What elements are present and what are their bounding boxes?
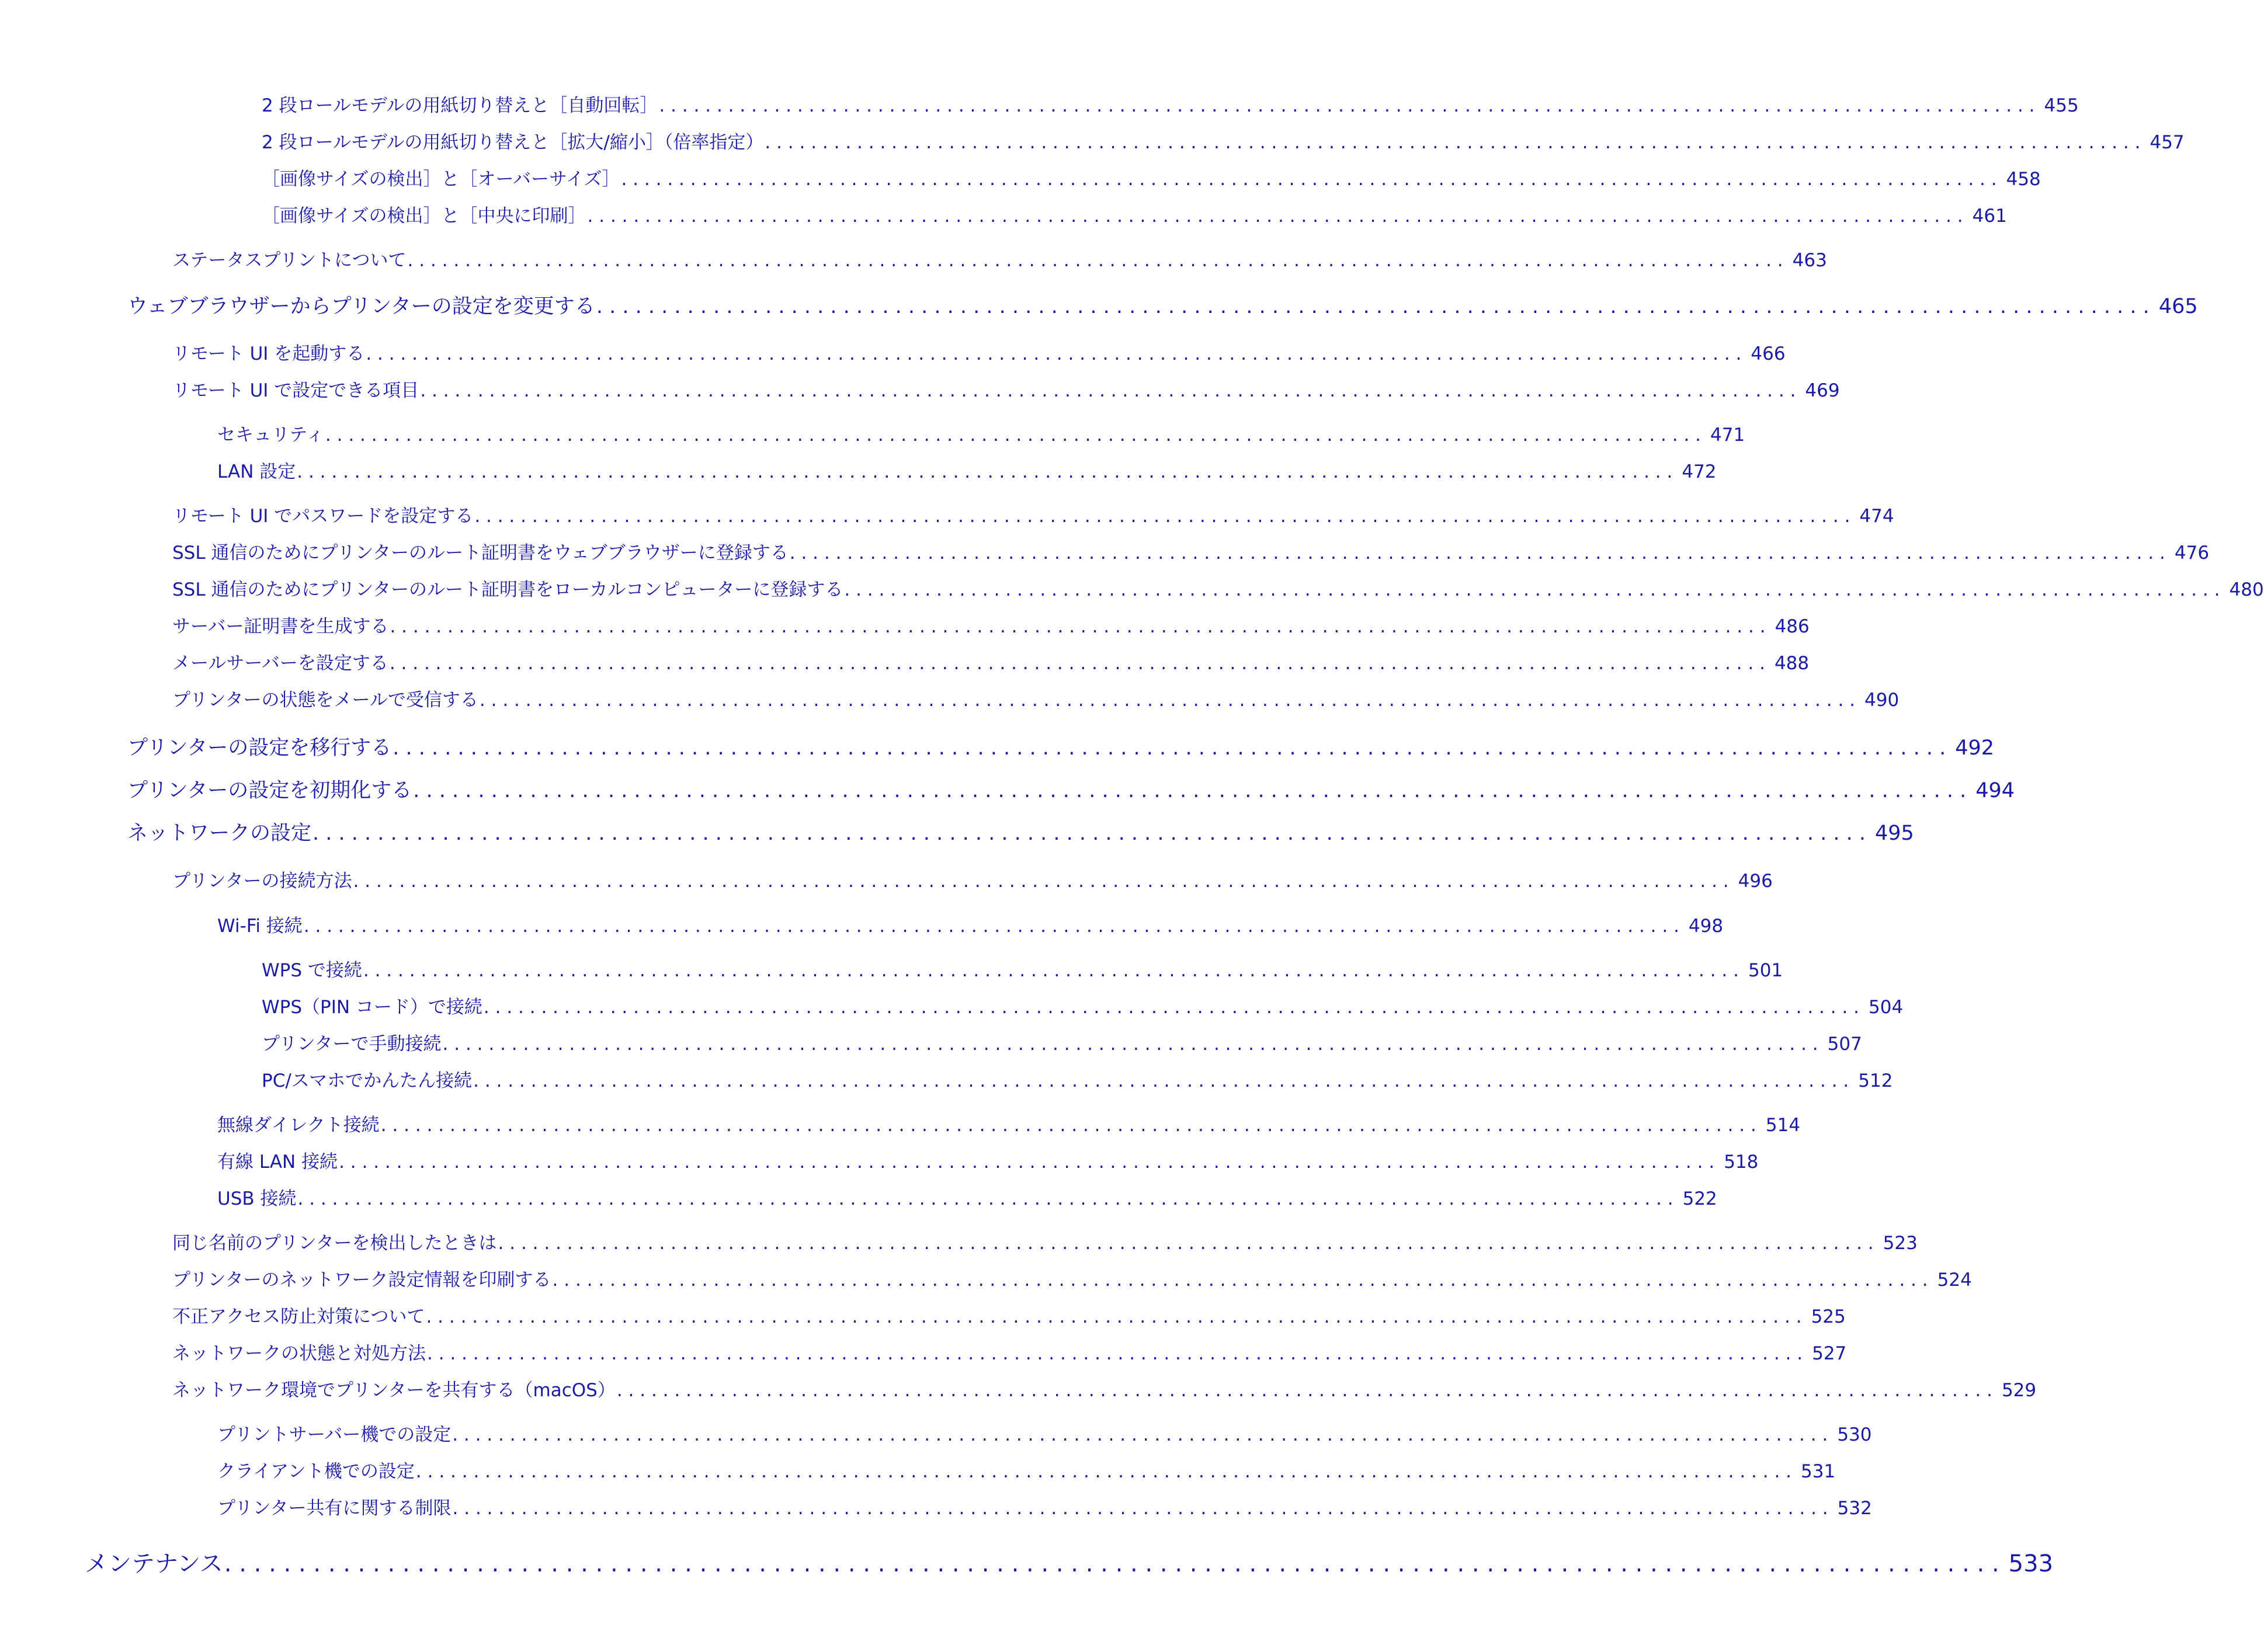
dot-leader: . . . . . . . . . . . . . . . . . . . . . . . . . . . . . . . . . . . . . . . . . . . . . . . . . . . . . . . . . . . . . . . . . . . . . . . . . . . . . . . . . . . . . . . . . . . . . . . . . . . . . . . . . . . . . . . . . . . . . . . .	[366, 343, 1742, 364]
toc-entry-title: クライアント機での設定	[217, 1461, 415, 1482]
dot-leader: . . . . . . . . . . . . . . . . . . . . . . . . . . . . . . . . . . . . . . . . . . . . . . . . . . . . . . . . . . . . . . . . . . . . . . . . . . . . . . . . . . . . . . . . . . . . . . . . . . . . . . . . . . . . . . . . . . . . . . . .	[407, 250, 1783, 271]
dot-leader: . . . . . . . . . . . . . . . . . . . . . . . . . . . . . . . . . . . . . . . . . . . . . . . . . . . . . . . . . . . . . . . . . . . . . . . . . . . . . . . . . . . . . . . . . . . . . . . . . . . . . . . . . . . . . . . . . . . . . . . .	[393, 736, 1946, 760]
dot-leader: . . . . . . . . . . . . . . . . . . . . . . . . . . . . . . . . . . . . . . . . . . . . . . . . . . . . . . . . . . . . . . . . . . . . . . . . . . . . . . . . . . . . . . . . . . . . . . . . . . . . . . . . . . . . . . . . . . . . . . . .	[483, 997, 1860, 1018]
dot-leader: . . . . . . . . . . . . . . . . . . . . . . . . . . . . . . . . . . . . . . . . . . . . . . . . . . . . . . . . . . . . . . . . . . . . . . . . . . . . . . . . . . . . . . . . . . . . . . . . . . . . . . . . . . . . . . . . . . . . . . . .	[789, 542, 2165, 564]
toc-entry-title: ［画像サイズの検出］と［中央に印刷］	[262, 206, 586, 227]
dot-leader: . . . . . . . . . . . . . . . . . . . . . . . . . . . . . . . . . . . . . . . . . . . . . . . . . . . . . . . . . . . . . . . . . . . . . . . . . . . . . . . . . . . . . . . . . . . . . . . . . . . . . . . . . . . . . . . . . . . . . . . .	[297, 1188, 1673, 1209]
toc-entry-page-number: 529	[2001, 1380, 2037, 1401]
toc-entry-title: メンテナンス	[85, 1550, 223, 1577]
toc-entry[interactable]	[262, 955, 1783, 982]
dot-leader: . . . . . . . . . . . . . . . . . . . . . . . . . . . . . . . . . . . . . . . . . . . . . . . . . . . . . . . . . . . . . . . . . . . . . . . . . . . . . . . . . . . . . . . . . . . . . . . . . . . . . . . . . . . . . . . . . . . . . . . .	[389, 653, 1765, 674]
toc-entry[interactable]	[262, 992, 1904, 1018]
toc-entry[interactable]	[217, 1110, 1801, 1136]
toc-entry-title: WPS（PIN コード）で接続	[262, 997, 482, 1018]
toc-entry-title: プリンター共有に関する制限	[217, 1498, 452, 1519]
toc-entry-title: SSL 通信のためにプリンターのルート証明書をウェブブラウザーに登録する	[172, 542, 789, 564]
toc-entry[interactable]	[172, 375, 1840, 402]
toc-entry-page-number: 498	[1688, 916, 1724, 937]
toc-entry-page-number: 486	[1775, 616, 1810, 637]
toc-entry-title: 不正アクセス防止対策について	[172, 1306, 425, 1327]
toc-entry[interactable]	[85, 1545, 2054, 1578]
dot-leader: . . . . . . . . . . . . . . . . . . . . . . . . . . . . . . . . . . . . . . . . . . . . . . . . . . . . . . . . . . . . . . . . . . . . . . . . . . . . . . . . . . . . . . . . . . . . . . . . . . . . . . . . . . . . . . . . . . . . . . . .	[363, 960, 1739, 981]
toc-entry-page-number: 507	[1827, 1034, 1862, 1055]
toc-entry-page-number: 527	[1812, 1343, 1847, 1364]
dot-leader: . . . . . . . . . . . . . . . . . . . . . . . . . . . . . . . . . . . . . . . . . . . . . . . . . . . . . . . . . . . . . . . . . . . . . . . . . . . . . . . . . . . . . . . . . . . . . . . . . . . . . . . . . . . . . . . . . . . . . . . .	[339, 1152, 1715, 1173]
toc-entry[interactable]	[172, 866, 1773, 892]
toc-entry-title: ネットワークの設定	[127, 822, 312, 845]
dot-leader: . . . . . . . . . . . . . . . . . . . . . . . . . . . . . . . . . . . . . . . . . . . . . . . . . . . . . . . . . . . . . . . . . . . . . . . . . . . . . . . . . . . . . . . . . . . . . . . . . . . . . . . . . . . . . . . . . . . . . . . .	[297, 461, 1673, 482]
toc-entry[interactable]	[217, 1456, 1836, 1483]
toc-entry[interactable]	[127, 732, 1995, 761]
toc-entry-page-number: 514	[1765, 1115, 1801, 1136]
toc-entry-title: Wi-Fi 接続	[217, 916, 303, 937]
toc-entry[interactable]	[172, 1265, 1972, 1291]
toc-entry-page-number: 476	[2174, 542, 2210, 564]
toc-entry-title: 同じ名前のプリンターを検出したときは	[172, 1233, 497, 1254]
toc-entry[interactable]	[172, 501, 1894, 527]
dot-leader: . . . . . . . . . . . . . . . . . . . . . . . . . . . . . . . . . . . . . . . . . . . . . . . . . . . . . . . . . . . . . . . . . . . . . . . . . . . . . . . . . . . . . . . . . . . . . . . . . . . . . . . . . . . . . . . . . . . . . . . .	[380, 1115, 1756, 1136]
toc-entry-page-number: 501	[1748, 960, 1783, 981]
dot-leader: . . . . . . . . . . . . . . . . . . . . . . . . . . . . . . . . . . . . . . . . . . . . . . . . . . . . . . . . . . . . . . . . . . . . . . . . . . . . . . . . . . . . . . . . . . . . . . . . . . . . . . . . . . . . . . . . . . . . . . . .	[390, 616, 1766, 637]
toc-entry[interactable]	[217, 457, 1717, 483]
toc-entry-title: サーバー証明書を生成する	[172, 616, 389, 637]
toc-entry-page-number: 465	[2158, 295, 2198, 318]
toc-entry[interactable]	[217, 1184, 1717, 1210]
toc-entry[interactable]	[262, 127, 2185, 154]
toc-entry[interactable]	[172, 648, 1810, 674]
toc-entry-title: プリンターの設定を初期化する	[127, 779, 412, 802]
toc-entry-page-number: 531	[1801, 1461, 1836, 1482]
toc-entry-title: ウェブブラウザーからプリンターの設定を変更する	[127, 295, 595, 318]
toc-entry-title: プリントサーバー機での設定	[217, 1424, 452, 1445]
toc-entry-page-number: 523	[1883, 1233, 1918, 1254]
toc-entry[interactable]	[172, 611, 1810, 638]
toc-entry[interactable]	[172, 339, 1786, 365]
dot-leader: . . . . . . . . . . . . . . . . . . . . . . . . . . . . . . . . . . . . . . . . . . . . . . . . . . . . . . . . . . . . . . . . . . . . . . . . . . . . . . . . . . . . . . . . . . . . . . . . . . . . . . . . . . . . . . . . . . . . . . . .	[621, 169, 1997, 190]
toc-entry-title: 2 段ロールモデルの用紙切り替えと［拡大/縮小］（倍率指定）	[262, 132, 764, 153]
toc-entry-page-number: 472	[1682, 461, 1717, 482]
dot-leader: . . . . . . . . . . . . . . . . . . . . . . . . . . . . . . . . . . . . . . . . . . . . . . . . . . . . . . . . . . . . . . . . . . . . . . . . . . . . . . . . . . . . . . . . . . . . . . . . . . . . . . . . . . . . . . . . . . . . . . . .	[498, 1233, 1874, 1254]
toc-entry[interactable]	[217, 911, 1724, 937]
toc-entry-title: WPS で接続	[262, 960, 362, 981]
dot-leader: . . . . . . . . . . . . . . . . . . . . . . . . . . . . . . . . . . . . . . . . . . . . . . . . . . . . . . . . . . . . . . . . . . . . . . . . . . . . . . . . . . . . . . . . . . . . . . . . . . . . . . . . . . . . . . . . . . . . . . . .	[659, 95, 2035, 116]
toc-entry[interactable]	[262, 1066, 1893, 1092]
toc-entry-title: SSL 通信のためにプリンターのルート証明書をローカルコンピューターに登録する	[172, 579, 843, 600]
toc-entry-title: LAN 設定	[217, 461, 296, 482]
toc-entry-title: ネットワークの状態と対処方法	[172, 1343, 426, 1364]
toc-entry-title: リモート UI を起動する	[172, 343, 365, 364]
toc-entry-page-number: 518	[1724, 1152, 1759, 1173]
dot-leader: . . . . . . . . . . . . . . . . . . . . . . . . . . . . . . . . . . . . . . . . . . . . . . . . . . . . . . . . . . . . . . . . . . . . . . . . . . . . . . . . . . . . . . . . . . . . . . . . . . . . . . . . . . . . . . . . . . . . . . . .	[452, 1424, 1828, 1445]
dot-leader: . . . . . . . . . . . . . . . . . . . . . . . . . . . . . . . . . . . . . . . . . . . . . . . . . . . . . . . . . . . . . . . . . . . . . . . . . . . . . . . . . . . . . . . . . . . . . . . . . . . . . . . . . . . . . . . . . . . . . . . .	[312, 822, 1866, 845]
toc-entry-page-number: 512	[1858, 1070, 1893, 1091]
toc-entry-title: プリンターの接続方法	[172, 871, 352, 892]
toc-entry[interactable]	[172, 1302, 1846, 1328]
toc-entry[interactable]	[262, 91, 2079, 117]
toc-entry-title: プリンターの状態をメールで受信する	[172, 690, 478, 711]
toc-entry[interactable]	[217, 420, 1745, 446]
dot-leader: . . . . . . . . . . . . . . . . . . . . . . . . . . . . . . . . . . . . . . . . . . . . . . . . . . . . . . . . . . . . . . . . . . . . . . . . . . . . . . . . . . . . . . . . . . . . . . . . . . . . . . . . . . . . . . . . . . . . . . . .	[426, 1306, 1802, 1327]
toc-entry-title: プリンターの設定を移行する	[127, 736, 392, 760]
toc-entry[interactable]	[127, 817, 1914, 846]
toc-entry-page-number: 494	[1975, 779, 2015, 802]
toc-entry-page-number: 474	[1859, 506, 1894, 527]
toc-entry-page-number: 480	[2229, 579, 2264, 600]
dot-leader: . . . . . . . . . . . . . . . . . . . . . . . . . . . . . . . . . . . . . . . . . . . . . . . . . . . . . . . . . . . . . . . . . . . . . . . . . . . . . . . . . . . . . . . . . . . . . . . . . . . . . . . . . . . . . . . . . . . . . . . .	[474, 506, 1850, 527]
dot-leader: . . . . . . . . . . . . . . . . . . . . . . . . . . . . . . . . . . . . . . . . . . . . . . . . . . . . . . . . . . . . . . . . . . . . . . . . . . . . . . . . . . . . . . . . . . . . . . . . . . . . . . . . . . . . . . . . . . . . . . . .	[452, 1498, 1828, 1519]
toc-entry-page-number: 457	[2150, 132, 2185, 153]
dot-leader: . . . . . . . . . . . . . . . . . . . . . . . . . . . . . . . . . . . . . . . . . . . . . . . . . . . . . . . . . . . . . . . . . . . . . . . . . . . . . . . . . . . . . . . . . . . . . . . . . . . . . . . . . . . . . . . . . . . . . . . .	[420, 380, 1796, 401]
toc-entry[interactable]	[262, 1029, 1862, 1055]
dot-leader: . . . . . . . . . . . . . . . . . . . . . . . . . . . . . . . . . . . . . . . . . . . . . . . . . . . . . . . . . . . . . . . . . . . . . . . . . . . . . . . . . . . . . . . . . . . . . . . . . . . . . . . . . . . . . . . . . . . . . . . .	[596, 295, 2150, 318]
toc-entry-page-number: 532	[1837, 1498, 1872, 1519]
toc-entry-title: 2 段ロールモデルの用紙切り替えと［自動回転］	[262, 95, 658, 116]
dot-leader: . . . . . . . . . . . . . . . . . . . . . . . . . . . . . . . . . . . . . . . . . . . . . . . . . . . . . . . . . . . . . . . . . . . . . . . . . . . . . . . . . . . . . . . . . . . . . . . . . . . . . . . . . . . . . . . . . . . . . . . .	[353, 871, 1729, 892]
toc-entry-page-number: 533	[2008, 1550, 2054, 1577]
toc-entry-title: ［画像サイズの検出］と［オーバーサイズ］	[262, 169, 620, 190]
toc-entry-title: リモート UI でパスワードを設定する	[172, 506, 474, 527]
toc-entry-title: ステータスプリントについて	[172, 250, 407, 271]
dot-leader: . . . . . . . . . . . . . . . . . . . . . . . . . . . . . . . . . . . . . . . . . . . . . . . . . . . . . . . . . . . . . . . . . . . . . . . . . . . . . . . . . . . . . . . . . . . . . . . . . . . . . . . . . . . . . . . . . . . . . . . .	[765, 132, 2141, 153]
dot-leader: . . . . . . . . . . . . . . . . . . . . . . . . . . . . . . . . . . . . . . . . . . . . . . . . . . . . . . . . . . . . . . . . . . . . . . . . . . . . . . . . . . . . . . . . . . . . . . . . . . . . . . . . . . . . . . . . . . . . . . . .	[303, 916, 1679, 937]
toc-entry-page-number: 504	[1869, 997, 1904, 1018]
toc-entry-page-number: 492	[1955, 736, 1995, 760]
toc-entry[interactable]	[172, 1375, 2037, 1401]
toc-entry-title: プリンターのネットワーク設定情報を印刷する	[172, 1270, 551, 1291]
dot-leader: . . . . . . . . . . . . . . . . . . . . . . . . . . . . . . . . . . . . . . . . . . . . . . . . . . . . . . . . . . . . . . . . . . . . . . . . . . . . . . . . . . . . . . . . . . . . . . . . . . . . . . . . . . . . . . . . . . . . . . . .	[616, 1380, 1992, 1401]
toc-entry[interactable]	[172, 685, 1900, 711]
toc-entry-page-number: 466	[1751, 343, 1786, 364]
dot-leader: . . . . . . . . . . . . . . . . . . . . . . . . . . . . . . . . . . . . . . . . . . . . . . . . . . . . . . . . . . . . . . . . . . . . . . . . . . . . . . . . . . . . . . . . . . . . . . . . . . . . . . . . . . . . . . . . . . . . . . . .	[413, 779, 1967, 802]
toc-entry[interactable]	[172, 538, 2210, 564]
toc-entry-title: リモート UI で設定できる項目	[172, 380, 419, 401]
toc-entry[interactable]	[262, 201, 2007, 227]
toc-entry-title: ネットワーク環境でプリンターを共有する（macOS）	[172, 1380, 616, 1401]
toc-entry[interactable]	[217, 1147, 1759, 1173]
toc-entry-title: 無線ダイレクト接続	[217, 1115, 380, 1136]
toc-entry-title: 有線 LAN 接続	[217, 1152, 338, 1173]
dot-leader: . . . . . . . . . . . . . . . . . . . . . . . . . . . . . . . . . . . . . . . . . . . . . . . . . . . . . . . . . . . . . . . . . . . . . . . . . . . . . . . . . . . . . . . . . . . . . . . . . . . . . . . . . . . . . . . . . . . . . . . .	[442, 1034, 1818, 1055]
toc-entry-page-number: 524	[1937, 1270, 1972, 1291]
toc-entry-page-number: 463	[1792, 250, 1827, 271]
toc-entry[interactable]	[217, 1493, 1872, 1519]
toc-entry-page-number: 525	[1811, 1306, 1846, 1327]
dot-leader: . . . . . . . . . . . . . . . . . . . . . . . . . . . . . . . . . . . . . . . . . . . . . . . . . . . . . . . . . . . . . . . . . . . . . . . . . . . . . . . . . . . . . . . . . . . . . . . . . . . . . . . . . . . . . . . . . . . . . . . .	[224, 1550, 1999, 1577]
toc-entry-page-number: 458	[2006, 169, 2041, 190]
toc-entry[interactable]	[127, 290, 2198, 319]
dot-leader: . . . . . . . . . . . . . . . . . . . . . . . . . . . . . . . . . . . . . . . . . . . . . . . . . . . . . . . . . . . . . . . . . . . . . . . . . . . . . . . . . . . . . . . . . . . . . . . . . . . . . . . . . . . . . . . . . . . . . . . .	[415, 1461, 1792, 1482]
toc-entry-page-number: 496	[1738, 871, 1773, 892]
toc-entry[interactable]	[172, 575, 2264, 601]
toc-entry-page-number: 522	[1682, 1188, 1717, 1209]
toc-entry-page-number: 488	[1774, 653, 1810, 674]
toc-entry-title: USB 接続	[217, 1188, 297, 1209]
toc-entry[interactable]	[172, 1338, 1847, 1365]
toc-entry[interactable]	[172, 245, 1827, 272]
toc-entry-title: プリンターで手動接続	[262, 1034, 442, 1055]
dot-leader: . . . . . . . . . . . . . . . . . . . . . . . . . . . . . . . . . . . . . . . . . . . . . . . . . . . . . . . . . . . . . . . . . . . . . . . . . . . . . . . . . . . . . . . . . . . . . . . . . . . . . . . . . . . . . . . . . . . . . . . .	[844, 579, 2220, 600]
toc-entry-page-number: 471	[1710, 425, 1745, 446]
toc-entry-page-number: 461	[1972, 206, 2007, 227]
toc-entry-page-number: 469	[1805, 380, 1840, 401]
toc-entry[interactable]	[262, 164, 2041, 190]
dot-leader: . . . . . . . . . . . . . . . . . . . . . . . . . . . . . . . . . . . . . . . . . . . . . . . . . . . . . . . . . . . . . . . . . . . . . . . . . . . . . . . . . . . . . . . . . . . . . . . . . . . . . . . . . . . . . . . . . . . . . . . .	[587, 206, 1963, 227]
dot-leader: . . . . . . . . . . . . . . . . . . . . . . . . . . . . . . . . . . . . . . . . . . . . . . . . . . . . . . . . . . . . . . . . . . . . . . . . . . . . . . . . . . . . . . . . . . . . . . . . . . . . . . . . . . . . . . . . . . . . . . . .	[473, 1070, 1849, 1091]
toc-entry[interactable]	[127, 774, 2015, 804]
toc-entry[interactable]	[217, 1420, 1872, 1446]
dot-leader: . . . . . . . . . . . . . . . . . . . . . . . . . . . . . . . . . . . . . . . . . . . . . . . . . . . . . . . . . . . . . . . . . . . . . . . . . . . . . . . . . . . . . . . . . . . . . . . . . . . . . . . . . . . . . . . . . . . . . . . .	[325, 425, 1702, 446]
toc-entry-page-number: 530	[1837, 1424, 1872, 1445]
toc-entry-page-number: 495	[1875, 822, 1914, 845]
dot-leader: . . . . . . . . . . . . . . . . . . . . . . . . . . . . . . . . . . . . . . . . . . . . . . . . . . . . . . . . . . . . . . . . . . . . . . . . . . . . . . . . . . . . . . . . . . . . . . . . . . . . . . . . . . . . . . . . . . . . . . . .	[427, 1343, 1803, 1364]
dot-leader: . . . . . . . . . . . . . . . . . . . . . . . . . . . . . . . . . . . . . . . . . . . . . . . . . . . . . . . . . . . . . . . . . . . . . . . . . . . . . . . . . . . . . . . . . . . . . . . . . . . . . . . . . . . . . . . . . . . . . . . .	[479, 690, 1856, 711]
dot-leader: . . . . . . . . . . . . . . . . . . . . . . . . . . . . . . . . . . . . . . . . . . . . . . . . . . . . . . . . . . . . . . . . . . . . . . . . . . . . . . . . . . . . . . . . . . . . . . . . . . . . . . . . . . . . . . . . . . . . . . . .	[552, 1270, 1928, 1291]
toc-entry[interactable]	[172, 1228, 1918, 1254]
toc-entry-title: PC/スマホでかんたん接続	[262, 1070, 473, 1091]
toc-entry-title: セキュリティ	[217, 425, 324, 446]
toc-entry-page-number: 490	[1864, 690, 1900, 711]
toc-entry-title: メールサーバーを設定する	[172, 653, 388, 674]
toc-entry-page-number: 455	[2044, 95, 2079, 116]
